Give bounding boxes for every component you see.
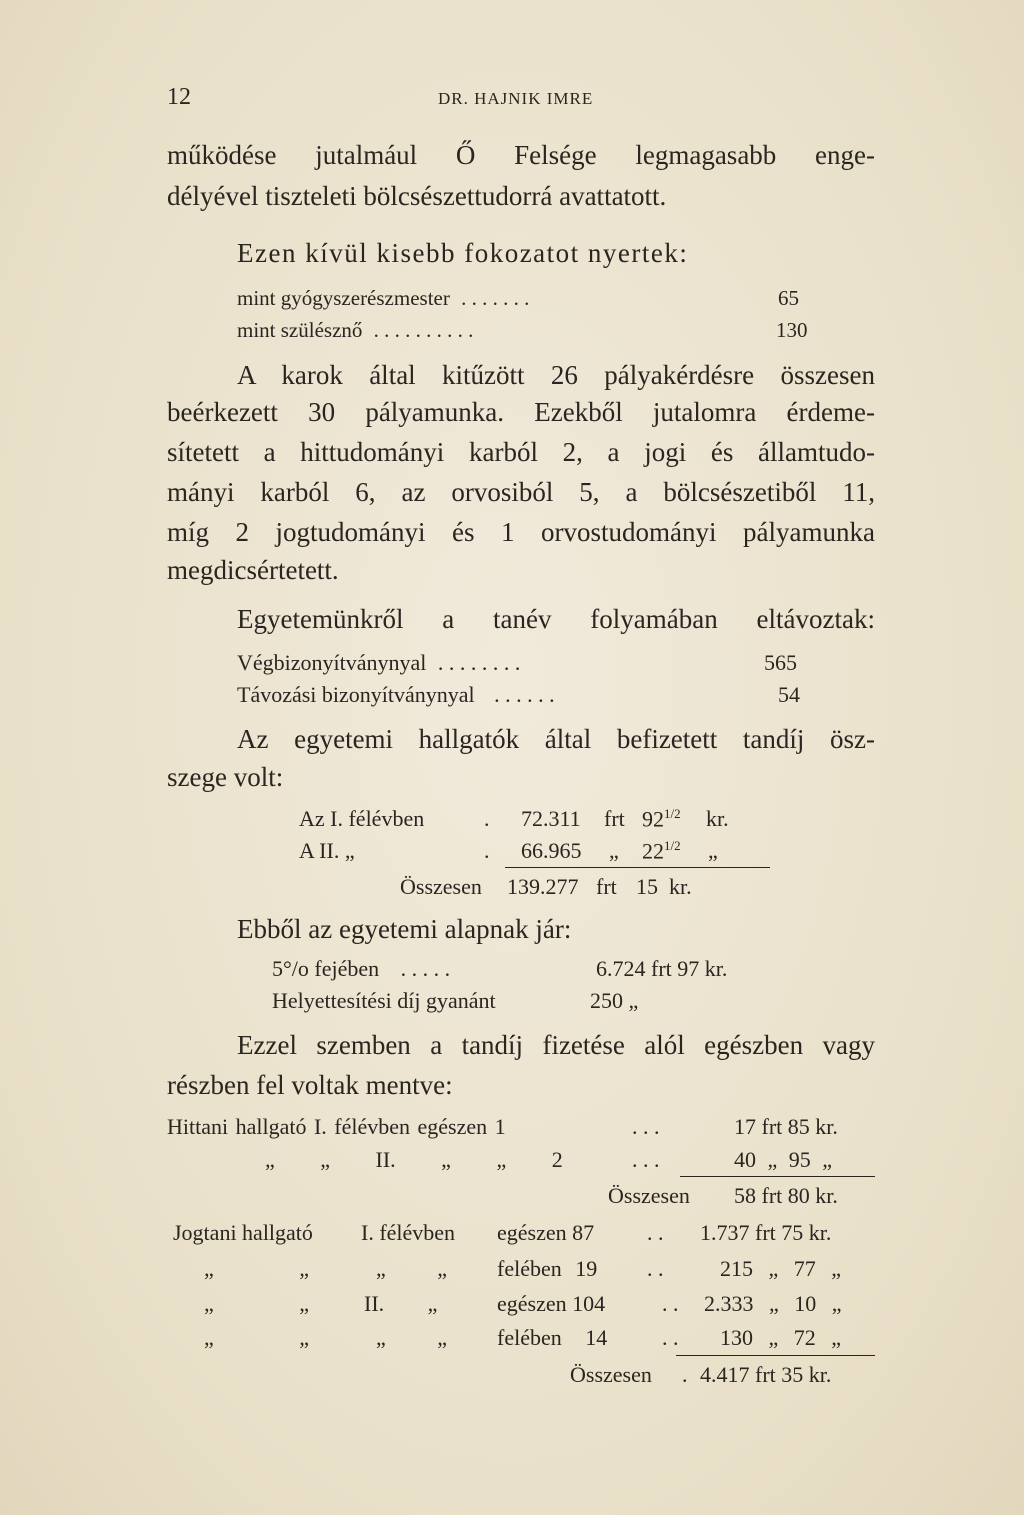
list-item xyxy=(237,318,473,343)
theology-total-amount: 58 frt 80 kr. xyxy=(734,1183,838,1208)
leader-dots: . . . xyxy=(632,1114,660,1139)
law-row-c1: „ „ xyxy=(204,1256,310,1281)
item-label: Végbizonyítványnyal xyxy=(237,650,427,675)
item-value: 130 xyxy=(776,318,808,342)
para7-line1: Ezzel szemben a tandíj fizetése alól egészben vagy xyxy=(237,1030,875,1060)
item-label: mint szülésznő xyxy=(237,318,363,342)
leader-dots: . . . . . xyxy=(400,956,451,981)
law-row-amount: 130 „ 72 „ xyxy=(720,1325,842,1350)
item-value: 6.724 frt 97 kr. xyxy=(596,956,728,981)
law-row-c2: I. félévben xyxy=(361,1220,456,1245)
theology-row-label: Hittani hallgató I. félévben egészen 1 xyxy=(167,1114,506,1139)
theology-row-amount: 40 „ 95 „ xyxy=(734,1147,833,1172)
law-row-c2: „ „ xyxy=(376,1256,448,1281)
running-title: DR. HAJNIK IMRE xyxy=(438,89,594,108)
tuition-row-amount: 66.965 xyxy=(521,838,582,863)
tuition-total-amount: 139.277 xyxy=(507,874,579,899)
para5-line1: Az egyetemi hallgatók által befizetett tandíj ösz- xyxy=(237,724,875,754)
para3-line1: A karok által kitűzött 26 pályakérdésre összesen xyxy=(237,360,875,390)
page-number: 12 xyxy=(167,84,191,110)
theology-row-label: „ „ II. „ „ 2 xyxy=(265,1147,563,1172)
leader-dots: . . . . . . . xyxy=(461,286,530,310)
para1-line1: működése jutalmául Ő Felsége legmagasabb enge- xyxy=(167,140,875,170)
item-value: 250 „ xyxy=(590,988,639,1013)
tuition-row-amount: 72.311 xyxy=(521,806,581,831)
kr-fraction: 1/2 xyxy=(664,806,681,821)
leader-dots: . . xyxy=(662,1325,679,1350)
law-row-c2: „ „ xyxy=(376,1325,448,1350)
tuition-total-kr: 15 xyxy=(636,874,658,899)
item-value: 54 xyxy=(778,682,800,707)
tuition-row-kr xyxy=(642,806,681,832)
tuition-row-sep: . xyxy=(484,838,490,863)
item-label: mint gyógyszerészmester xyxy=(237,286,450,310)
para3-line2: beérkezett 30 pályamunka. Ezekből jutalomra érdeme- xyxy=(167,397,875,427)
law-row-amount: 1.737 frt 75 kr. xyxy=(700,1220,832,1245)
list-item xyxy=(272,988,496,1014)
tuition-total-kr-unit: kr. xyxy=(669,874,692,899)
tuition-row-sep: . xyxy=(484,806,490,831)
law-row-amount: 2.333 „ 10 „ xyxy=(704,1291,842,1316)
para7-line2: részben fel voltak mentve: xyxy=(167,1070,453,1100)
theology-row-amount: 17 frt 85 kr. xyxy=(734,1114,838,1139)
tuition-row-label: A II. „ xyxy=(299,838,355,863)
item-value: 65 xyxy=(778,286,799,310)
leader-dots: . . . xyxy=(632,1147,660,1172)
law-row-c3: felében 19 xyxy=(497,1256,598,1281)
sum-rule xyxy=(680,1176,875,1177)
leader-dots: . . xyxy=(647,1256,664,1281)
tuition-total-unit: frt xyxy=(596,874,617,899)
leader-dots: . . . . . . xyxy=(494,682,555,707)
tuition-row-unit: frt xyxy=(604,806,625,831)
law-total-label: Összesen xyxy=(570,1362,652,1387)
leader-dots: . . xyxy=(662,1291,679,1316)
item-label: Helyettesítési díj gyanánt xyxy=(272,988,496,1013)
tuition-row-label: Az I. félévben xyxy=(299,806,425,831)
kr-fraction: 1/2 xyxy=(664,838,681,853)
item-value: 565 xyxy=(764,650,797,675)
list-item xyxy=(237,682,555,708)
para4-intro: Egyetemünkről a tanév folyamában eltávoztak: xyxy=(237,604,875,634)
leader-dots: . . xyxy=(647,1220,664,1245)
tuition-total-label: Összesen xyxy=(400,874,482,899)
law-row-c3: felében 14 xyxy=(497,1325,608,1350)
law-row-c1: „ „ xyxy=(204,1291,310,1316)
tuition-row-kr xyxy=(642,838,681,864)
para2-intro: Ezen kívül kisebb fokozatot nyertek: xyxy=(237,238,689,268)
law-row-amount: 215 „ 77 „ xyxy=(720,1256,842,1281)
para3-line6: megdicsértetett. xyxy=(167,555,339,585)
list-item xyxy=(237,650,520,676)
law-total-sep: . xyxy=(682,1362,688,1387)
law-total-amount: 4.417 frt 35 kr. xyxy=(700,1362,832,1387)
para6-intro: Ebből az egyetemi alapnak jár: xyxy=(237,914,572,944)
leader-dots: . . . . . . . . xyxy=(437,650,521,675)
para3-line3: sítetett a hittudományi karból 2, a jogi és államtudo- xyxy=(167,437,875,467)
tuition-row-kr-unit: „ xyxy=(708,838,718,863)
para1-line2: délyével tiszteleti bölcsészettudorrá avattatott. xyxy=(167,181,667,211)
sum-rule xyxy=(505,867,770,868)
law-row-c3: egészen 104 xyxy=(497,1291,606,1316)
tuition-row-kr-unit: kr. xyxy=(706,806,729,831)
law-row-c1: Jogtani hallgató xyxy=(173,1220,313,1245)
leader-dots: . . . . . . . . . . xyxy=(373,318,474,342)
para3-line5: míg 2 jogtudományi és 1 orvostudományi pályamunka xyxy=(167,517,875,547)
list-item xyxy=(272,956,450,982)
theology-total-label: Összesen xyxy=(608,1183,690,1208)
kr-main: 22 xyxy=(642,838,664,864)
law-row-c2: II. „ xyxy=(364,1291,438,1316)
list-item xyxy=(237,286,529,311)
law-row-c1: „ „ xyxy=(204,1325,310,1350)
tuition-row-unit: „ xyxy=(609,838,619,863)
law-row-c3: egészen 87 xyxy=(497,1220,595,1245)
item-label: 5°/o fejében xyxy=(272,956,380,981)
item-label: Távozási bizonyítványnyal xyxy=(237,682,475,707)
kr-main: 92 xyxy=(642,806,664,832)
sum-rule xyxy=(676,1355,875,1356)
para5-line2: szege volt: xyxy=(167,762,284,792)
para3-line4: mányi karból 6, az orvosiból 5, a bölcsészetiből 11, xyxy=(167,477,875,507)
